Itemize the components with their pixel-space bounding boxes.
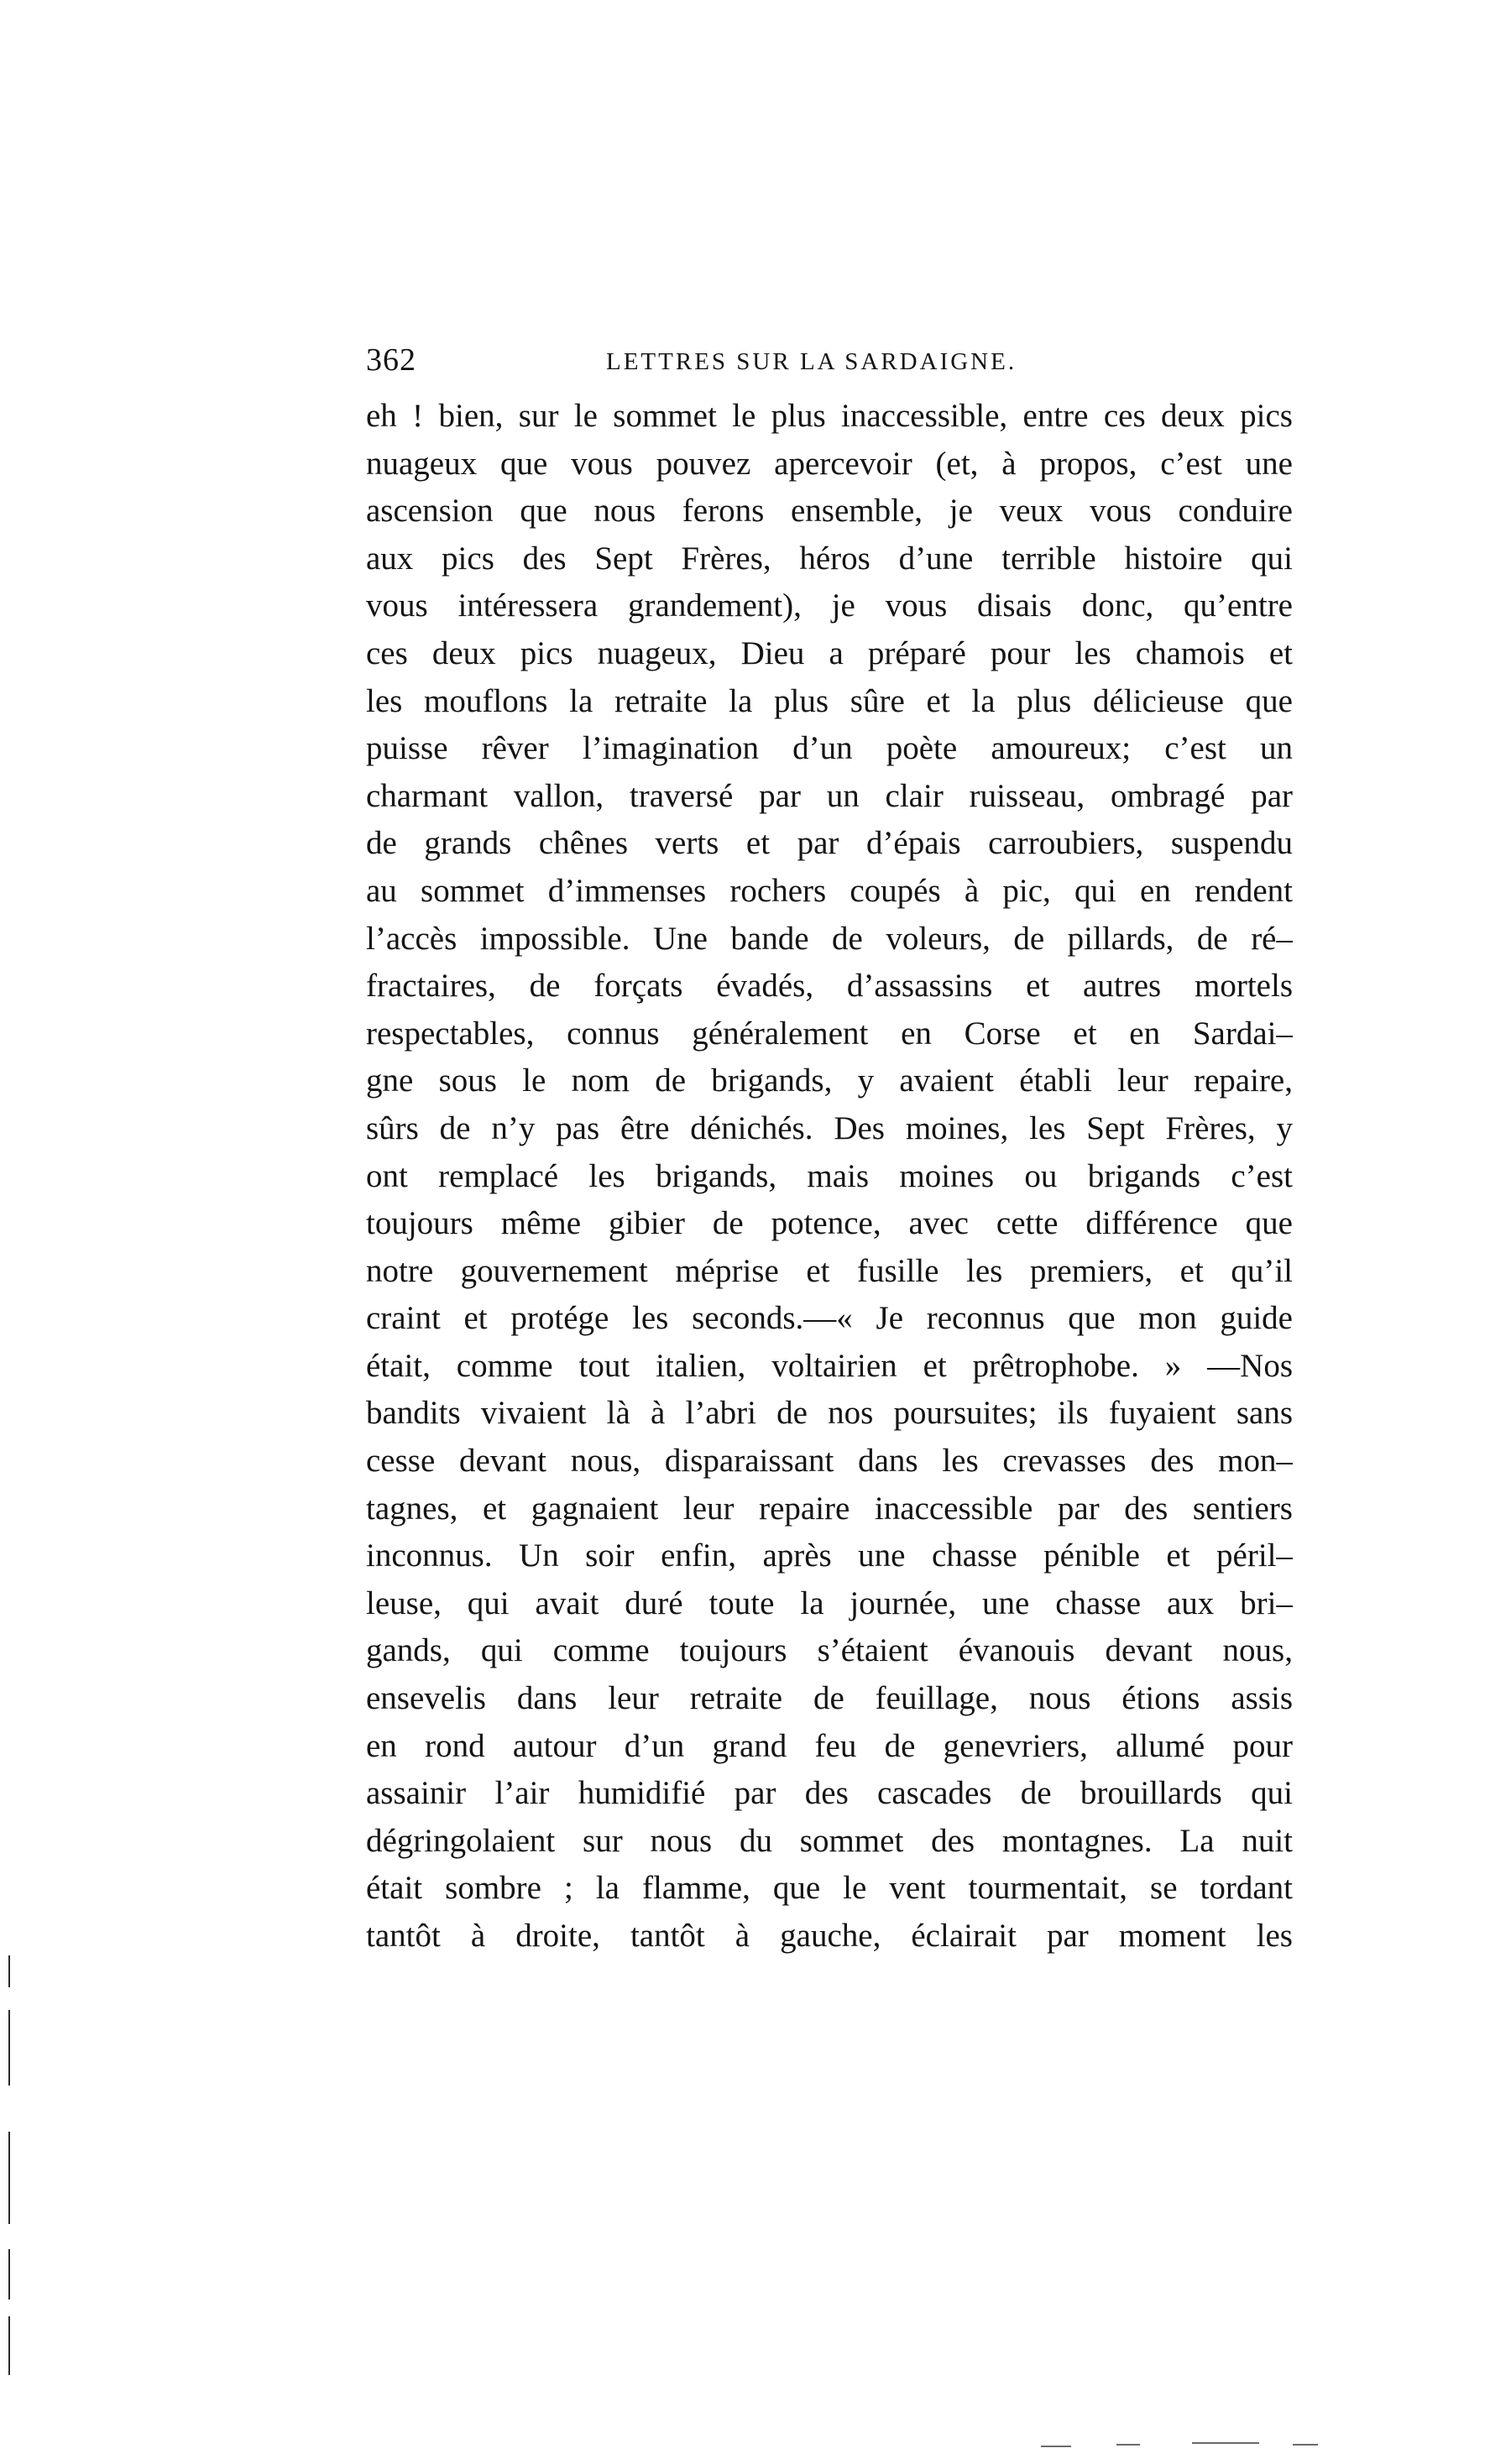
page-number: 362 xyxy=(366,342,416,378)
text-line: ascension que nous ferons ensemble, je veux vous conduire xyxy=(366,493,1293,530)
text-line: fractaires, de forçats évadés, d’assassins et autres mortels xyxy=(366,968,1293,1005)
text-line: respectables, connus généralement en Corse et en Sardai– xyxy=(366,1015,1293,1052)
text-line: était sombre ; la flamme, que le vent tourmentait, se tordant xyxy=(366,1870,1293,1907)
body-text xyxy=(366,393,1293,1960)
text-line: aux pics des Sept Frères, héros d’une terrible histoire qui xyxy=(366,540,1293,577)
text-line: puisse rêver l’imagination d’un poète amoureux; c’est un xyxy=(366,730,1293,767)
text-line: inconnus. Un soir enfin, après une chasse pénible et péril– xyxy=(366,1537,1293,1574)
text-line: notre gouvernement méprise et fusille les premiers, et qu’il xyxy=(366,1252,1293,1289)
text-line: dégringolaient sur nous du sommet des montagnes. La nuit xyxy=(366,1822,1293,1859)
text-line: leuse, qui avait duré toute la journée, une chasse aux bri– xyxy=(366,1584,1293,1621)
scan-speck xyxy=(1192,2442,1259,2444)
text-line: eh ! bien, sur le sommet le plus inaccessible, entre ces deux pics xyxy=(366,398,1293,434)
scan-edge-mark xyxy=(8,1955,10,1987)
text-line: gands, qui comme toujours s’étaient évanouis devant nous, xyxy=(366,1632,1293,1669)
scan-speck xyxy=(1116,2444,1140,2446)
scan-speck xyxy=(1041,2446,1071,2447)
text-line: ont remplacé les brigands, mais moines ou brigands c’est xyxy=(366,1157,1293,1194)
text-line: les mouflons la retraite la plus sûre et la plus délicieuse que xyxy=(366,682,1293,719)
text-line: ces deux pics nuageux, Dieu a préparé pour les chamois et xyxy=(366,634,1293,671)
text-line: de grands chênes verts et par d’épais carroubiers, suspendu xyxy=(366,825,1293,862)
text-line: nuageux que vous pouvez apercevoir (et, à propos, c’est une xyxy=(366,445,1293,482)
text-line: vous intéressera grandement), je vous disais donc, qu’entre xyxy=(366,587,1293,624)
scan-edge-mark xyxy=(8,2132,10,2224)
text-line: ensevelis dans leur retraite de feuillage, nous étions assis xyxy=(366,1680,1293,1717)
text-line: gne sous le nom de brigands, y avaient établi leur repaire, xyxy=(366,1062,1293,1099)
text-line: au sommet d’immenses rochers coupés à pic, qui en rendent xyxy=(366,872,1293,909)
text-line: assainir l’air humidifié par des cascades de brouillards qui xyxy=(366,1775,1293,1812)
scan-edge-mark xyxy=(8,2010,10,2086)
running-head xyxy=(366,339,1293,381)
text-line: charmant vallon, traversé par un clair ruisseau, ombragé par xyxy=(366,777,1293,814)
text-line: tagnes, et gagnaient leur repaire inaccessible par des sentiers xyxy=(366,1490,1293,1527)
text-line: tantôt à droite, tantôt à gauche, éclairait par moment les xyxy=(366,1918,1293,1954)
scan-edge-mark xyxy=(8,2316,10,2375)
text-line: craint et protége les seconds.—« Je reconnus que mon guide xyxy=(366,1300,1293,1337)
text-line: l’accès impossible. Une bande de voleurs, de pillards, de ré– xyxy=(366,920,1293,957)
text-line: bandits vivaient là à l’abri de nos poursuites; ils fuyaient sans xyxy=(366,1395,1293,1432)
text-line: sûrs de n’y pas être dénichés. Des moines, les Sept Frères, y xyxy=(366,1109,1293,1146)
text-line: était, comme tout italien, voltairien et prêtrophobe. » —Nos xyxy=(366,1347,1293,1384)
text-line: en rond autour d’un grand feu de genevriers, allumé pour xyxy=(366,1727,1293,1764)
scan-speck xyxy=(1293,2444,1318,2446)
scan-edge-mark xyxy=(8,2249,10,2300)
text-line: toujours même gibier de potence, avec cette différence que xyxy=(366,1205,1293,1242)
text-line: cesse devant nous, disparaissant dans les crevasses des mon– xyxy=(366,1443,1293,1480)
running-title: LETTRES SUR LA SARDAIGNE. xyxy=(606,348,1017,375)
